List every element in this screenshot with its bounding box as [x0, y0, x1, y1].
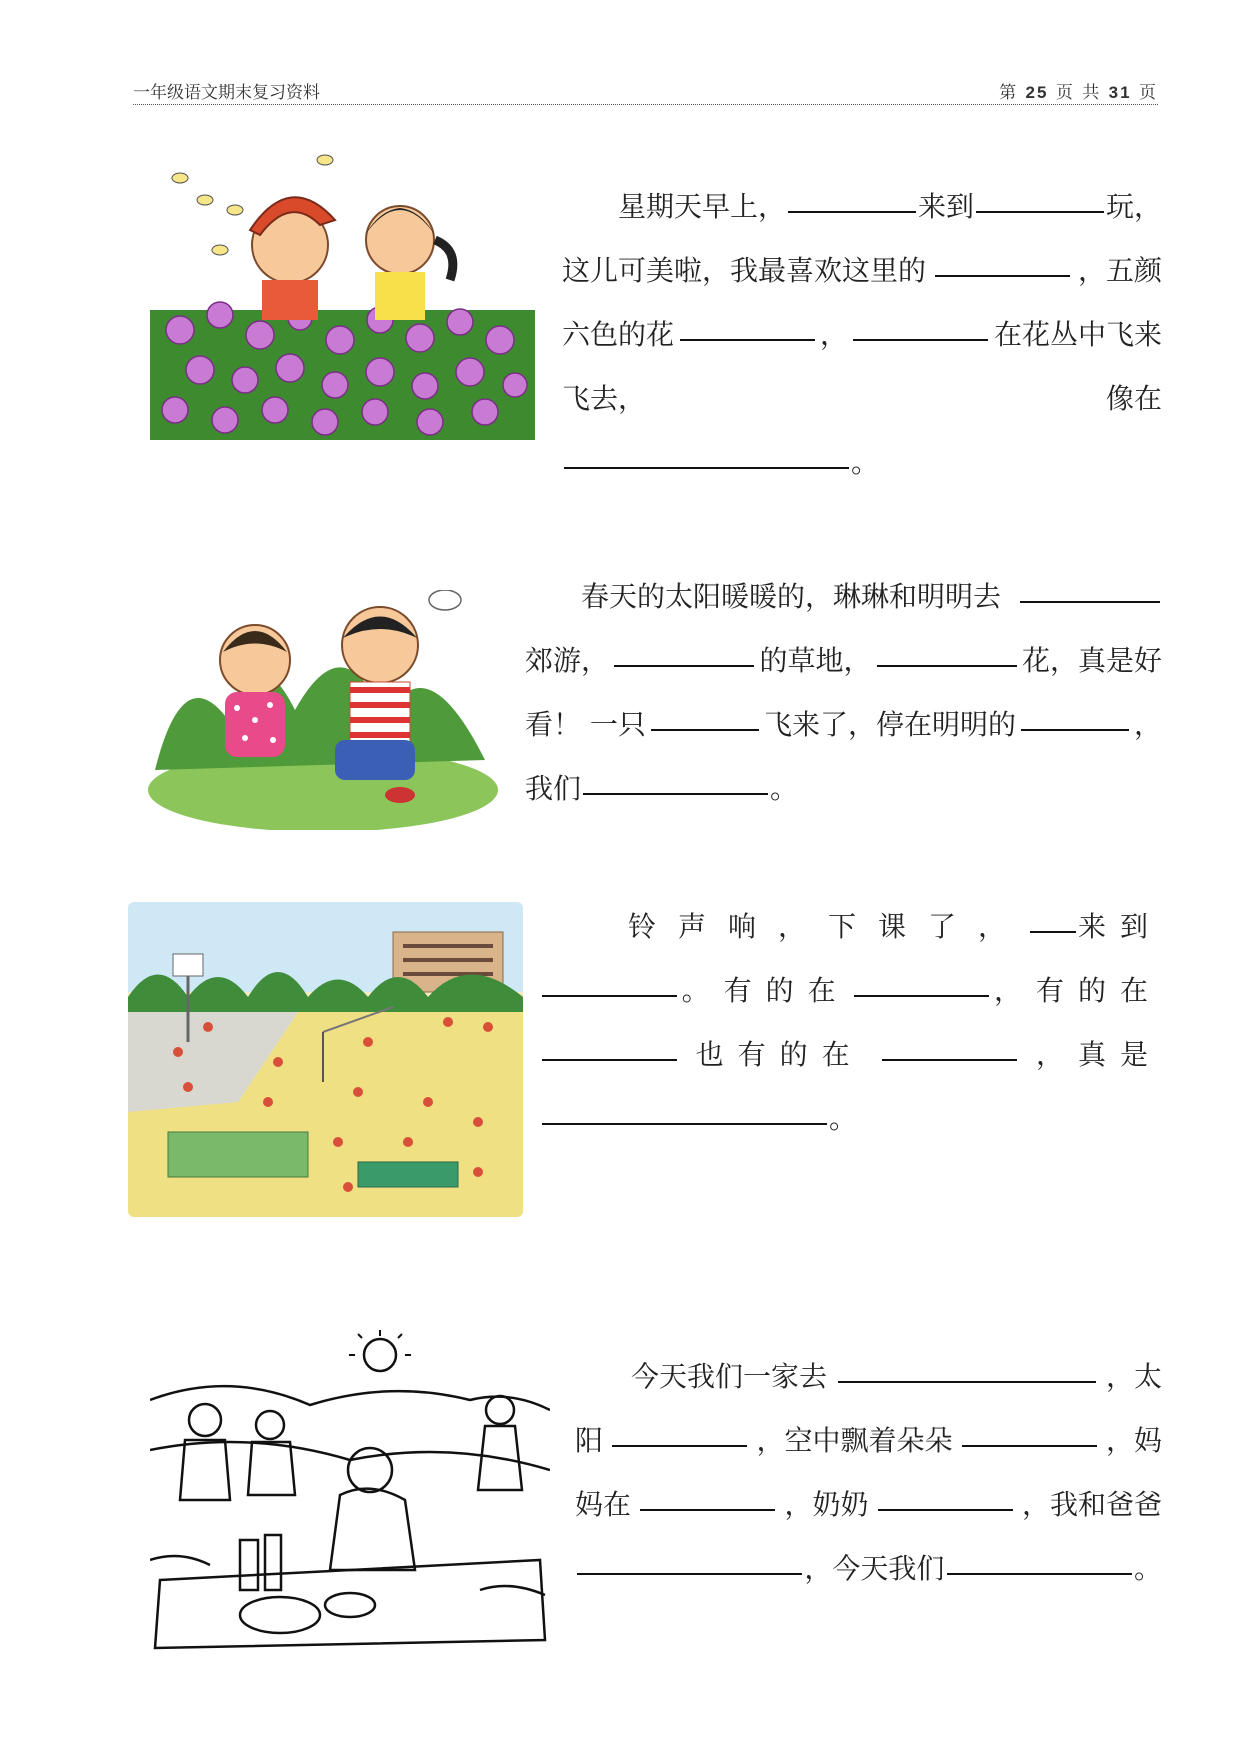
answer-blank[interactable] [564, 431, 849, 469]
answer-blank[interactable] [853, 303, 988, 341]
exercise-4-line-1: 今天我们一家去 ，太 [575, 1345, 1162, 1409]
exercise-3-line-2: 。有的在 ，有的在 [540, 959, 1162, 1023]
exercise-4-line-3: 妈在 ，奶奶 ，我和爸爸 [575, 1473, 1162, 1537]
answer-blank[interactable] [882, 1023, 1017, 1061]
exercise-1-text [562, 175, 1162, 495]
family-picnic-sketch-illustration-icon [150, 1330, 550, 1650]
exercise-1-line-2: 这儿可美啦，我最喜欢这里的 ，五颜 [562, 239, 1162, 303]
exercise-4-line-4: ，今天我们 。 [575, 1537, 1162, 1601]
answer-blank[interactable] [583, 757, 768, 795]
exercise-3-text [540, 895, 1162, 1151]
answer-blank[interactable] [542, 959, 677, 997]
answer-blank[interactable] [962, 1409, 1097, 1447]
exercise-1-line-5: 。 [562, 431, 1162, 495]
exercise-4-line-2: 阳 ，空中飘着朵朵 ，妈 [575, 1409, 1162, 1473]
schoolyard-recess-illustration-icon [128, 902, 523, 1217]
answer-blank[interactable] [577, 1537, 802, 1575]
exercise-2-line-4: 我们 。 [525, 757, 1162, 821]
page-header [133, 78, 1158, 105]
answer-blank[interactable] [614, 629, 754, 667]
exercise-4-text [575, 1345, 1162, 1601]
answer-blank[interactable] [788, 175, 916, 213]
exercise-1-line-1: 星期天早上， 来到 玩， [562, 175, 1162, 239]
answer-blank[interactable] [947, 1537, 1132, 1575]
exercise-3-line-3: 也有的在 ，真是 [540, 1023, 1162, 1087]
answer-blank[interactable] [542, 1087, 827, 1125]
exercise-3-line-1: 铃声响，下课了， 来到 [540, 895, 1162, 959]
answer-blank[interactable] [935, 239, 1070, 277]
answer-blank[interactable] [542, 1023, 677, 1061]
answer-blank[interactable] [854, 959, 989, 997]
answer-blank[interactable] [612, 1409, 747, 1447]
answer-blank[interactable] [976, 175, 1104, 213]
exercise-2-line-3: 看！ 一只 飞来了，停在明明的 ， [525, 693, 1162, 757]
exercise-2-line-1: 春天的太阳暖暖的，琳琳和明明去 [525, 565, 1162, 629]
answer-blank[interactable] [1030, 895, 1076, 933]
answer-blank[interactable] [838, 1345, 1096, 1383]
exercise-2-text [525, 565, 1162, 821]
answer-blank[interactable] [877, 629, 1017, 667]
answer-blank[interactable] [640, 1473, 775, 1511]
answer-blank[interactable] [1020, 565, 1160, 603]
children-flowers-bees-illustration-icon [150, 140, 535, 440]
exercise-2-line-2: 郊游， 的草地， 花，真是好 [525, 629, 1162, 693]
answer-blank[interactable] [1021, 693, 1129, 731]
children-bird-meadow-illustration-icon [145, 590, 500, 830]
page-number: 第 25 页 共 31 页 [999, 83, 1158, 103]
document-title: 一年级语文期末复习资料 [133, 83, 320, 103]
exercise-3-line-4: 。 [540, 1087, 1162, 1151]
answer-blank[interactable] [651, 693, 759, 731]
exercise-1-line-3: 六色的花 ， 在花丛中飞来 [562, 303, 1162, 367]
answer-blank[interactable] [680, 303, 815, 341]
answer-blank[interactable] [878, 1473, 1013, 1511]
exercise-1-line-4: 飞去， 像在 [562, 382, 1162, 415]
